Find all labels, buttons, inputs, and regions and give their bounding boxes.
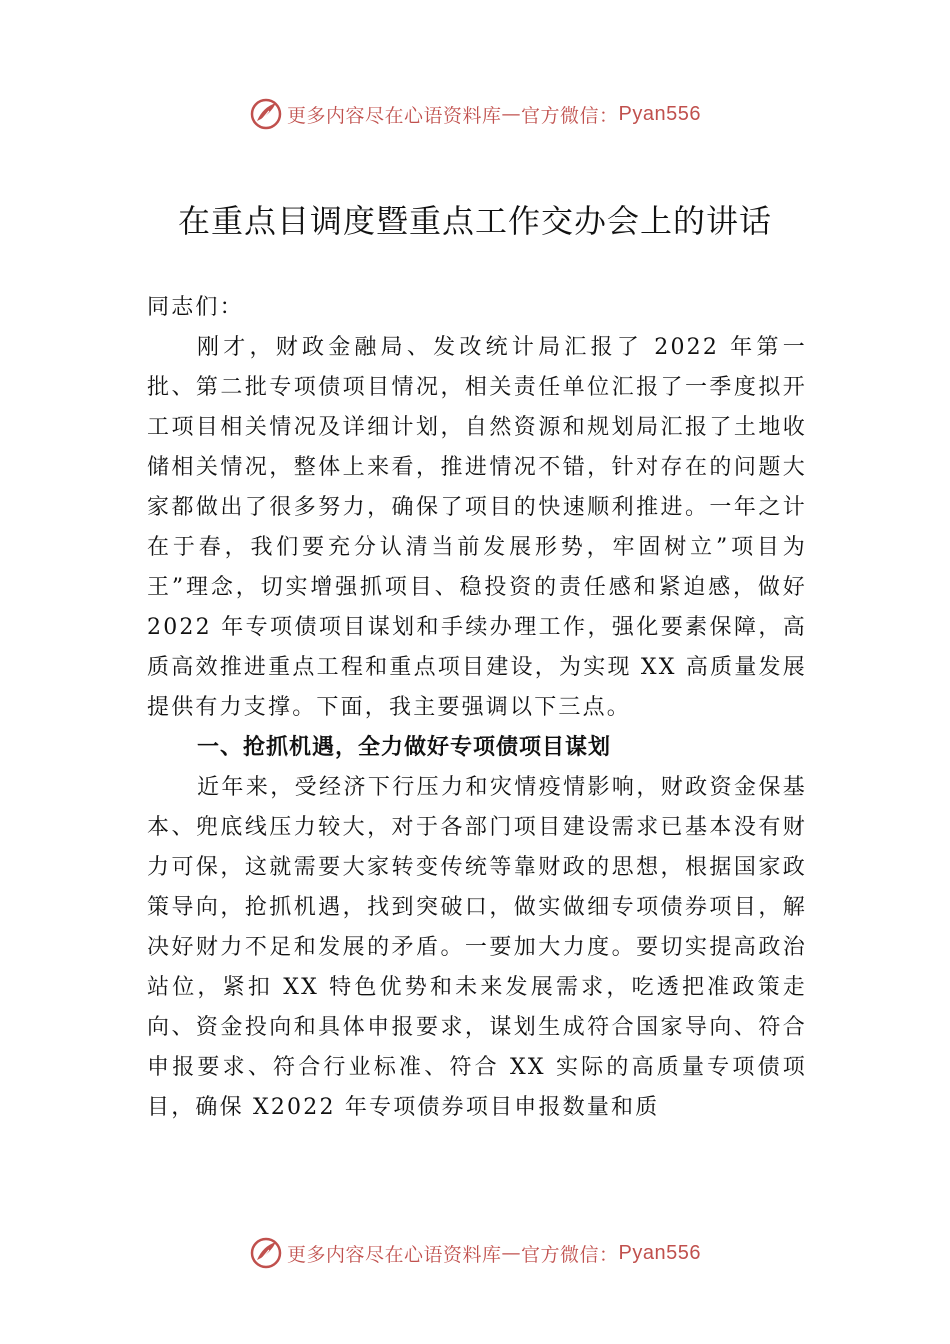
- quill-logo-icon: [249, 97, 283, 131]
- watermark-main-text: 更多内容尽在心语资料库: [287, 104, 502, 127]
- document-body: [147, 288, 807, 1128]
- watermark-main-text: 更多内容尽在心语资料库: [287, 1243, 502, 1266]
- document-title: 在重点目调度暨重点工作交办会上的讲话: [177, 202, 772, 240]
- paragraph-section-1: 近年来，受经济下行压力和灾情疫情影响，财政资金保基本、兜底线压力较大，对于各部门项目建设需求已基本没有财力可保，这就需要大家转变传统等靠财政的思想，根据国家政策导向，抢抓机遇，找到突破口，做实做细专项债券项目，解决好财力不足和发展的矛盾。一要加大力度。要切实提高政治站位，紧扣 XX 特色优势和未来发展需求，吃透把准政策走向、资金投向和具体申报要求，谋划生成符合国家导向、符合申报要求、符合行业标准、符合 XX 实际的高质量专项债项目，确保 X2022 年专项债券项目申报数量和质: [147, 775, 807, 1120]
- section-heading-1: 一、抢抓机遇，全力做好专项债项目谋划: [197, 735, 612, 760]
- watermark-sub-text: 官方微信：: [521, 104, 619, 127]
- watermark-wechat-id: Pyan556: [618, 102, 701, 125]
- paragraph-intro: 刚才，财政金融局、发改统计局汇报了 2022 年第一批、第二批专项债项目情况，相关责任单位汇报了一季度拟开工项目相关情况及详细计划，自然资源和规划局汇报了土地收储相关情况，整体上来看，推进情况不错，针对存在的问题大家都做出了很多努力，确保了项目的快速顺利推进。一年之计在于春，我们要充分认清当前发展形势，牢固树立”项目为王”理念，切实增强抓项目、稳投资的责任感和紧迫感，做好 2022 年专项债项目谋划和手续办理工作，强化要素保障，高质高效推进重点工程和重点项目建设，为实现 XX 高质量发展提供有力支撑。下面，我主要强调以下三点。: [147, 335, 807, 720]
- watermark-footer: [0, 1233, 950, 1273]
- watermark-dash: —: [501, 103, 522, 125]
- salutation: 同志们：: [147, 295, 244, 320]
- watermark-header: [0, 94, 950, 134]
- watermark-sub-text: 官方微信：: [521, 1243, 619, 1266]
- watermark-dash: —: [501, 1242, 522, 1264]
- watermark-wechat-id: Pyan556: [618, 1241, 701, 1264]
- quill-logo-icon: [249, 1236, 283, 1270]
